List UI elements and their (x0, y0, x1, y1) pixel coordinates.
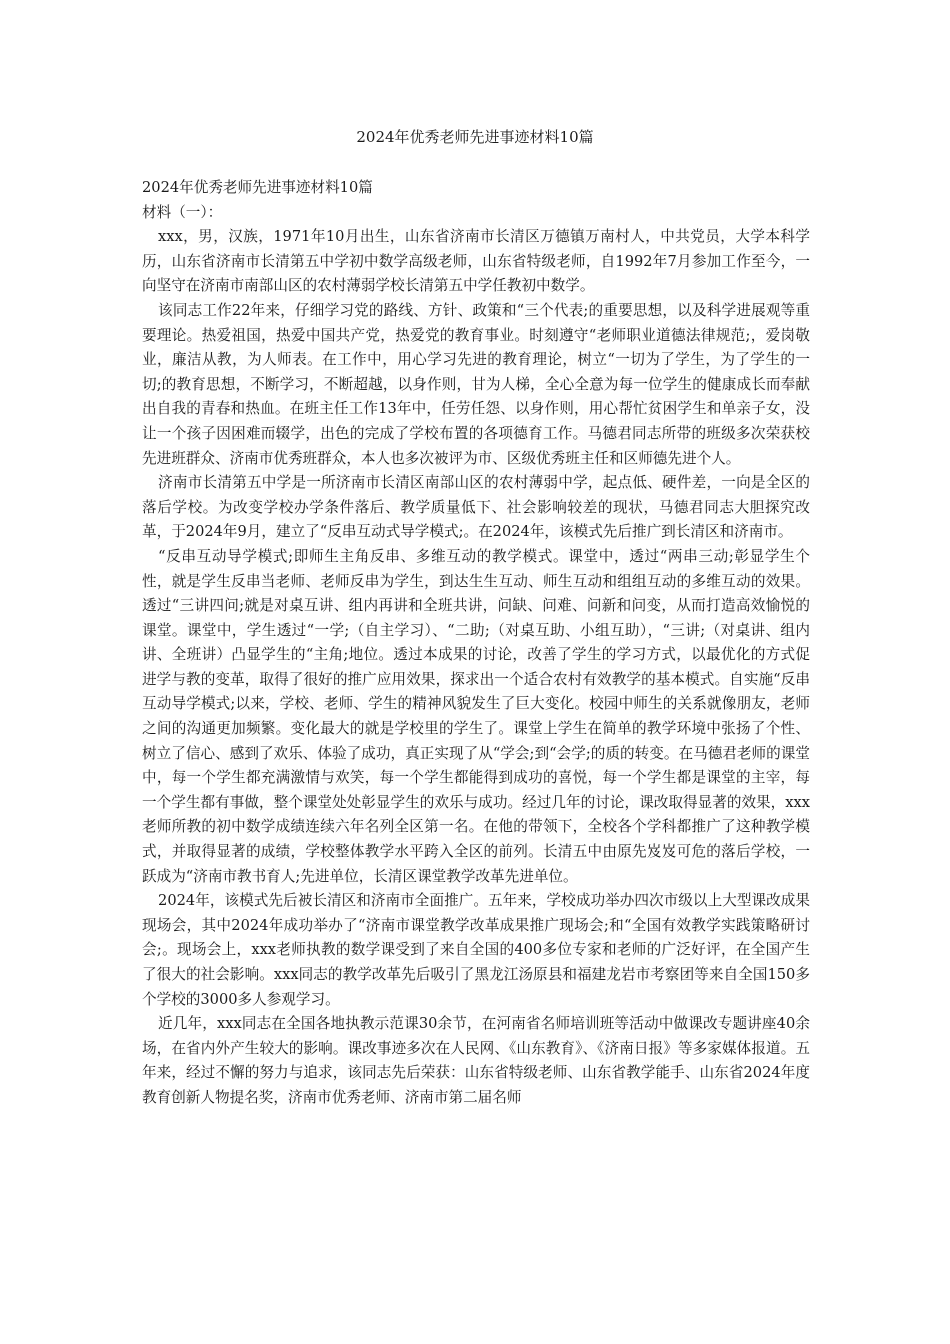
paragraph: 该同志工作22年来，仔细学习党的路线、方针、政策和“三个代表;的重要思想，以及科学进展观等重要理论。热爱祖国，热爱中国共产党，热爱党的教育事业。时刻遵守“老师职业道德法律规范;，爱岗敬业，廉洁从教，为人师表。在工作中，用心学习先进的教育理论，树立“一切为了学生，为了学生的一切;的教育思想，不断学习，不断超越，以身作则，甘为人梯，全心全意为每一位学生的健康成长而奉献出自我的青春和热血。在班主任工作13年中，任劳任怨、以身作则，用心帮忙贫困学生和单亲子女，没让一个孩子因困难而辍学，出色的完成了学校布置的各项德育工作。马德君同志所带的班级多次荣获校先进班群众、济南市优秀班群众，本人也多次被评为市、区级优秀班主任和区师德先进个人。 (142, 301, 810, 467)
section-label: 材料（一）： (142, 203, 223, 221)
paragraph: “反串互动导学模式;即师生主角反串、多维互动的教学模式。课堂中，透过“两串三动;彰显学生个性，就是学生反串当老师、老师反串为学生，到达生生互动、师生互动和组组互动的多维互动的效果。透过“三讲四问;就是对桌互讲、组内再讲和全班共讲，问缺、问难、问新和问变，从而打造高效愉悦的课堂。课堂中，学生透过“一学;（自主学习）、“二助;（对桌互助、小组互助），“三讲;（对桌讲、组内讲、全班讲）凸显学生的“主角;地位。透过本成果的讨论，改善了学生的学习方式，以最优化的方式促进学与教的变革，取得了很好的推广应用效果，探求出一个适合农村有效教学的基本模式。自实施“反串互动导学模式;以来，学校、老师、学生的精神风貌发生了巨大变化。校园中师生的关系就像朋友，老师之间的沟通更加频繁。变化最大的就是学校里的学生了。课堂上学生在简单的教学环境中张扬了个性、树立了信心、感到了欢乐、体验了成功，真正实现了从“学会;到“会学;的质的转变。在马德君老师的课堂中，每一个学生都充满激情与欢笑，每一个学生都能得到成功的喜悦，每一个学生都是课堂的主宰，每一个学生都有事做，整个课堂处处彰显学生的欢乐与成功。经过几年的讨论，课改取得显著的效果，xxx老师所教的初中数学成绩连续六年名列全区第一名。在他的带领下，全校各个学科都推广了这种教学模式，并取得显著的成绩，学校整体教学水平跨入全区的前列。长清五中由原先岌岌可危的落后学校，一跃成为“济南市教书育人;先进单位，长清区课堂教学改革先进单位。 (142, 547, 810, 885)
document-title: 2024年优秀老师先进事迹材料10篇 (356, 128, 594, 146)
document-body (142, 176, 810, 1111)
paragraph: 济南市长清第五中学是一所济南市长清区南部山区的农村薄弱中学，起点低、硬件差，一向是全区的落后学校。为改变学校办学条件落后、教学质量低下、社会影响较差的现状，马德君同志大胆探究改革，于2024年9月，建立了“反串互动式导学模式;。在2024年，该模式先后推广到长清区和济南市。 (142, 474, 810, 541)
paragraph: xxx，男，汉族，1971年10月出生，山东省济南市长清区万德镇万南村人，中共党员，大学本科学历，山东省济南市长清第五中学初中数学高级老师，山东省特级老师，自1992年7月参加工作至今，一向坚守在济南市南部山区的农村薄弱学校长清第五中学任教初中数学。 (142, 228, 810, 295)
document-subtitle: 2024年优秀老师先进事迹材料10篇 (142, 179, 373, 196)
paragraph: 近几年，xxx同志在全国各地执教示范课30余节，在河南省名师培训班等活动中做课改专题讲座40余场，在省内外产生较大的影响。课改事迹多次在人民网、《山东教育》、《济南日报》等多家媒体报道。五年来，经过不懈的努力与追求，该同志先后荣获：山东省特级老师、山东省教学能手、山东省2024年度教育创新人物提名奖，济南市优秀老师、济南市第二届名师 (142, 1015, 810, 1106)
paragraph: 2024年，该模式先后被长清区和济南市全面推广。五年来，学校成功举办四次市级以上大型课改成果现场会，其中2024年成功举办了“济南市课堂教学改革成果推广现场会;和“全国有效教学实践策略研讨会;。现场会上，xxx老师执教的数学课受到了来自全国的400多位专家和老师的广泛好评，在全国产生了很大的社会影响。xxx同志的教学改革先后吸引了黑龙江汤原县和福建龙岩市考察团等来自全国150多个学校的3000多人参观学习。 (142, 892, 810, 1008)
